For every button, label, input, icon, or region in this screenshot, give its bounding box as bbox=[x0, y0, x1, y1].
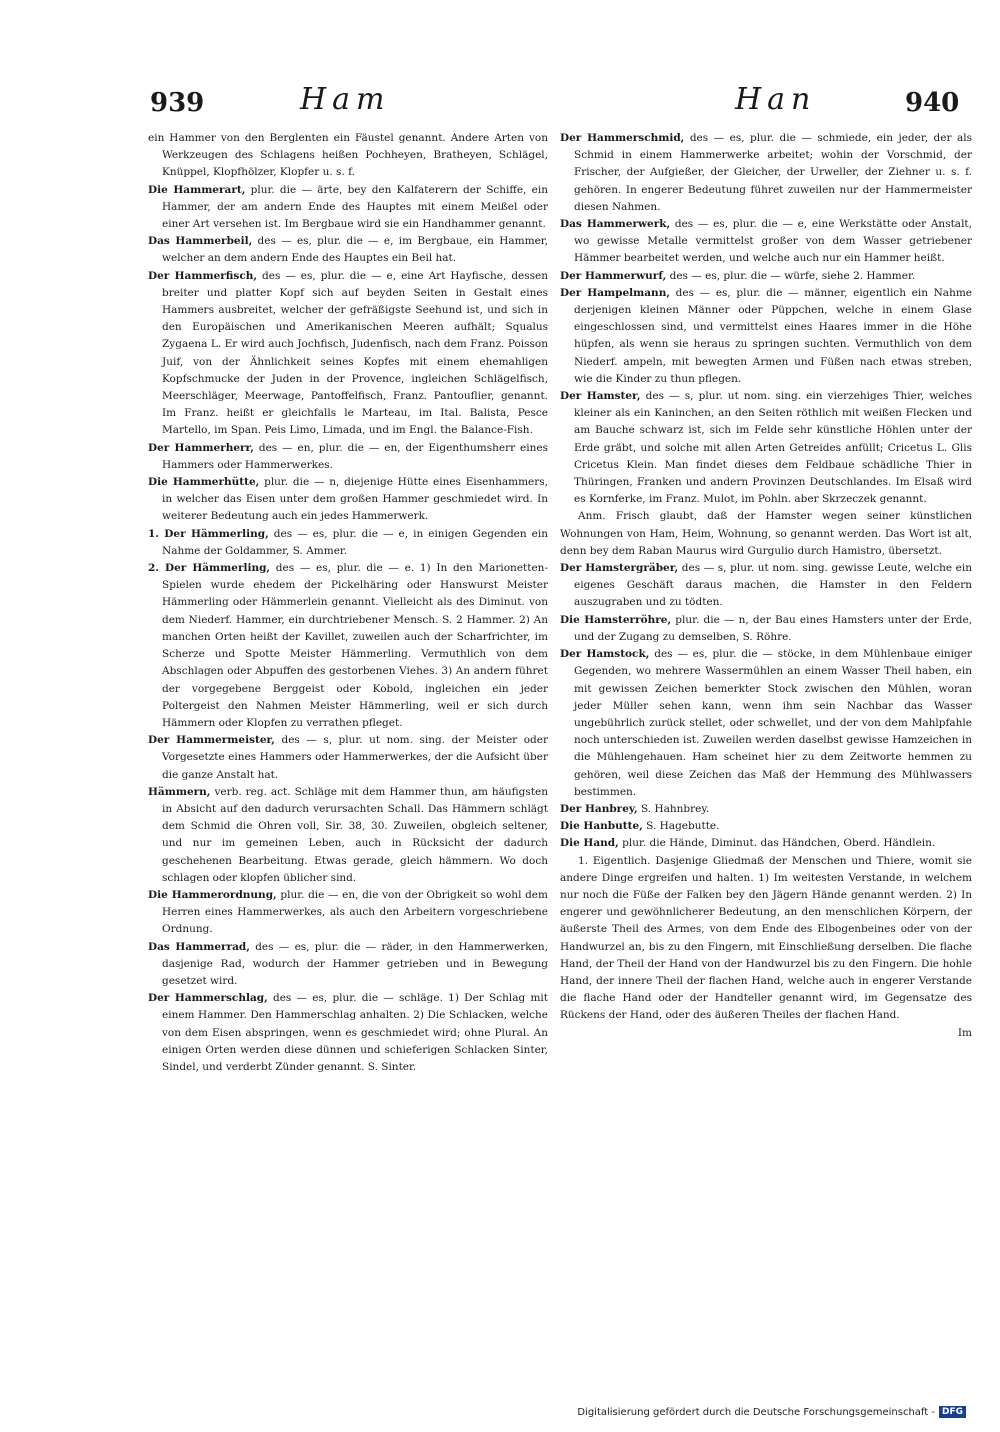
dictionary-entry bbox=[560, 818, 972, 835]
page-number-right: 940 bbox=[905, 88, 960, 118]
dictionary-entry bbox=[148, 182, 548, 234]
entry-headword: Der Hammerwurf, bbox=[560, 269, 667, 282]
entry-text: des — es, plur. die — männer, eigentlich ein Nahme derjenigen kleinen Männer oder Püppchen, welche in einem Glase eingeschlossen sind, und vermittelst eines Haares immer in die Höhe hüpfen, als wenn sie heraus zu springen suchten. Vermuthlich von dem Niederf. ampeln, mit bewegten Armen und Füßen nach etwas streben, wie die Kinder zu thun pflegen. bbox=[574, 286, 973, 385]
entry-headword: Die Hammerart, bbox=[148, 183, 246, 196]
dictionary-entry bbox=[148, 474, 548, 526]
entry-headword: Die Hand, bbox=[560, 837, 619, 850]
dictionary-entry bbox=[560, 388, 972, 508]
entry-text: verb. reg. act. Schläge mit dem Hammer thun, am häufigsten in Absicht auf den dadurch verursachten Schall. Das Hämmern schlägt dem Schmid die Ohren voll, Sir. 38, 30. Zuweilen, obgleich seltener, und nur im gemeinen Leben, auch in Rücksicht der dadurch geschehenen Bearbeitung. Etwas gerade, gleich hämmern. Wo doch schlagen oder klopfen üblicher sind. bbox=[162, 785, 548, 884]
entry-text: des — es, plur. die — e, eine Werkstätte oder Anstalt, wo gewisse Metalle vermittelst großer von dem Wasser getriebener Hämmer bearbeitet werden, und welche auch nur ein Hammer heißt. bbox=[574, 218, 972, 265]
entry-text: des — es, plur. die — stöcke, in dem Mühlenbaue einiger Gegenden, wo mehrere Wassermühlen an einem Wasser Theil haben, ein mit gewissen Zeichen bemerkter Stock zwischen den Mühlen, woran jeder Müller sehen kann, wenn ihm sein Nachbar das Wasser ungebührlich zurück stellet, oder schwellet, und der von dem Mahlpfahle noch unterschieden ist. Zuweilen werden daselbst gewisse Hamzeichen in die Mühlengehauen. Ham scheinet hier zu dem Zeitworte hemmen zu gehören, weil diese Zeichen das Maß der Hemmung des Mühlwassers bestimmen. bbox=[574, 648, 972, 798]
entry-headword: Der Hamster, bbox=[560, 390, 641, 403]
dfg-logo: DFG bbox=[939, 1406, 966, 1418]
entry-headword: 2. Der Hämmerling, bbox=[148, 562, 271, 575]
entry-text: des — s, plur. ut nom. sing. gewisse Leute, welche ein eigenes Geschäft daraus machen, die Hamster in den Feldern auszugraben und zu tödten. bbox=[574, 562, 973, 609]
entry-text: plur. die — en, die von der Obrigkeit so wohl dem Herren eines Hammerwerkes, als auch den Arbeitern vorgeschriebene Ordnung. bbox=[162, 888, 548, 936]
running-head-left: Ham bbox=[300, 82, 391, 117]
entry-text: des — es, plur. die — e, eine Art Hayfische, dessen breiter und platter Kopf sich auf beyden Seiten in Gestalt eines Hammers ausbreitet, welcher der gefräßigste Seehund ist, und sich in den Europäischen und Amerikanischen Meeren aufhält; Squalus Zygaena L. Er wird auch Jochfisch, Judenfisch, nach dem Franz. Poisson Juif, von der Ähnlichkeit seines Kopfes mit einem ehemahligen Kopfschmucke der Juden in der Provence, ingleichen Schlägelfisch, Meerschläger, Meerwage, Pantoffelfisch, Franz. Pantouflier, genannt. Im Franz. heißt er gleichfalls le Marteau, im Ital. Balista, Pesce Martello, im Span. Peis Limo, Limada, und im Engl. the Balance-Fish. bbox=[162, 269, 549, 437]
entry-text: des — s, plur. ut nom. sing. der Meister oder Vorgesetzte eines Hammers oder Hammerwerkes, der die Aufsicht über die ganze Anstalt hat. bbox=[162, 734, 548, 781]
right-column bbox=[560, 130, 972, 1042]
dictionary-entry bbox=[148, 526, 548, 560]
footer-credit: Digitalisierung gefördert durch die Deutsche Forschungsgemeinschaft - bbox=[577, 1406, 935, 1418]
entry-text: 1. Eigentlich. Dasjenige Gliedmaß der Menschen und Thiere, womit sie andere Dinge ergreifen und halten. 1) Im weitesten Verstande, in welchem nur noch die Füße der Falken bey den Jägern Hände genannt werden. 2) In engerer und gewöhnlicherer Bedeutung, an den menschlichen Körpern, der äußerste Theil des Armes, von dem Ende des Elbogenbeines oder von der Handwurzel an, bis zu den Fingern, mit Einschließung derselben. Die flache Hand, der Theil der Hand von der Handwurzel bis zu den Fingern. Die hohle Hand, der innere Theil der flachen Hand, welche auch in engerer Verstande die flache Hand oder der Handteller genannt wird, im Gegensatze des Rückens der Hand, oder des äußeren Theiles der flachen Hand. bbox=[560, 854, 972, 1022]
entry-headword: Der Hamstock, bbox=[560, 648, 650, 661]
entry-headword: Das Hammerwerk, bbox=[560, 218, 671, 231]
dictionary-entry bbox=[560, 560, 972, 612]
dictionary-entry bbox=[560, 646, 972, 801]
entry-headword: Der Hammermeister, bbox=[148, 734, 275, 747]
entry-text: des — s, plur. ut nom. sing. ein vierzehiges Thier, welches kleiner als ein Kaninchen, an den Seiten röthlich mit weißen Flecken und am Bauche schwarz ist, sich im Felde sehr künstliche Höhlen unter der Erde gräbt, und solche mit allen Arten Getreides anfüllt; Cricetus L. Glis Cricetus Klein. Man findet dieses dem Feldbaue schädliche Thier in Thüringen, Franken und andern Provinzen Deutschlandes. Im Elsaß wird es Kornferke, im Franz. Mulot, im Pohln. aber Skrzeczek genannt. bbox=[574, 390, 972, 506]
entry-text: plur. die — ärte, bey den Kalfaterern der Schiffe, ein Hammer, der am andern Ende des Hauptes mit einem Meißel oder einer Art versehen ist. Im Bergbaue wird sie ein Handhammer genannt. bbox=[162, 183, 548, 231]
entry-text: des — es, plur. die — würfe, siehe 2. Hammer. bbox=[669, 269, 916, 282]
dictionary-entry bbox=[148, 440, 548, 474]
entry-text: des — en, plur. die — en, der Eigenthumsherr eines Hammers oder Hammerwerkes. bbox=[162, 441, 548, 471]
dictionary-entry bbox=[148, 268, 548, 440]
dictionary-entry bbox=[560, 801, 972, 818]
entry-text: plur. die Hände, Diminut. das Händchen, Oberd. Händlein. bbox=[622, 837, 936, 850]
entry-headword: Der Hammerschlag, bbox=[148, 992, 268, 1005]
entry-headword: Das Hammerrad, bbox=[148, 940, 250, 953]
entry-headword: Die Hammerordnung, bbox=[148, 888, 277, 901]
entry-headword: Die Hanbutte, bbox=[560, 820, 643, 833]
dictionary-entry bbox=[148, 784, 548, 887]
entry-headword: Das Hammerbeil, bbox=[148, 235, 253, 248]
dictionary-entry bbox=[148, 887, 548, 939]
entry-headword: Die Hamsterröhre, bbox=[560, 613, 672, 626]
entry-text: plur. die — n, der Bau eines Hamsters unter der Erde, und der Zugang zu demselben, S. Röhre. bbox=[574, 613, 972, 643]
entry-text: des — es, plur. die — e. 1) In den Marionetten-Spielen wurde ehedem der Pickelhäring oder Hanswurst Meister Hämmerling oder Hämmerlein genannt. Vielleicht als des Diminut. von dem Niederf. Hammer, ein durchtriebener Mensch. S. 2 Hammer. 2) An manchen Orten heißt der Kavillet, zuweilen auch der Scharfrichter, im Scherze und Spotte Meister Hämmerling. Vermuthlich von dem Abschlagen oder Abpuffen des gestorbenen Viehes. 3) An andern führet der vorgegebene Berggeist oder Kobold, ingleichen ein jeder Poltergeist den Nahmen Meister Hämmerling, weil er sich durch Hämmern oder Klopfen zu verrathen pfleget. bbox=[162, 562, 548, 729]
entry-headword: 1. Der Hämmerling, bbox=[148, 527, 269, 540]
dictionary-entry bbox=[560, 612, 972, 646]
dictionary-entry bbox=[148, 233, 548, 267]
entry-headword: Der Hamstergräber, bbox=[560, 562, 679, 575]
entry-headword: Der Hammerschmid, bbox=[560, 132, 685, 144]
footer bbox=[577, 1406, 966, 1418]
dictionary-entry bbox=[560, 835, 972, 852]
dictionary-entry bbox=[560, 130, 972, 216]
dictionary-entry bbox=[560, 853, 972, 1025]
entry-headword: Der Hammerherr, bbox=[148, 441, 254, 454]
left-column bbox=[148, 130, 548, 1076]
dictionary-entry bbox=[148, 130, 548, 182]
entry-headword: Der Hanbrey, bbox=[560, 802, 638, 815]
entry-headword: Die Hammerhütte, bbox=[148, 476, 260, 489]
dictionary-entry bbox=[148, 560, 548, 732]
entry-headword: Der Hampelmann, bbox=[560, 286, 670, 299]
dictionary-entry bbox=[560, 216, 972, 268]
entry-headword: Hämmern, bbox=[148, 785, 211, 798]
running-head-right: Han bbox=[735, 82, 817, 117]
entry-text: des — es, plur. die — e, im Bergbaue, ein Hammer, welcher an dem andern Ende des Hauptes ein Beil hat. bbox=[162, 235, 548, 265]
entry-text: S. Hahnbrey. bbox=[640, 802, 710, 815]
entry-text: Anm. Frisch glaubt, daß der Hamster wegen seiner künstlichen Wohnungen von Ham, Heim, Wohnung, so genannt werden. Das Wort ist alt, denn bey dem Raban Maurus wird Gurgulio durch Hamistro, übersetzt. bbox=[560, 510, 972, 557]
entry-text: Im bbox=[957, 1026, 972, 1039]
entry-text: des — es, plur. die — räder, in den Hammerwerken, dasjenige Rad, wodurch der Hammer getrieben und in Bewegung gesetzet wird. bbox=[162, 940, 548, 987]
dictionary-entry bbox=[560, 268, 972, 285]
entry-text: des — es, plur. die — schläge. 1) Der Schlag mit einem Hammer. Den Hammerschlag anhalten. 2) Die Schlacken, welche von dem Eisen abspringen, wenn es geschmiedet wird; ohne Plural. An einigen Orten werden diese dünnen und schieferigen Schlacken Sinter, Sindel, und verderbt Zünder genannt. S. Sinter. bbox=[162, 992, 548, 1073]
dictionary-entry bbox=[148, 939, 548, 991]
dictionary-entry bbox=[560, 508, 972, 560]
entry-text: ein Hammer von den Berglenten ein Fäustel genannt. Andere Arten von Werkzeugen des Schlagens heißen Pochheyen, Bratheyen, Schlägel, Knüppel, Klopfhölzer, Klopfer u. s. f. bbox=[148, 132, 548, 179]
dictionary-entry bbox=[148, 732, 548, 784]
entry-text: des — es, plur. die — e, in einigen Gegenden ein Nahme der Goldammer, S. Ammer. bbox=[162, 527, 549, 557]
entry-headword: Der Hammerfisch, bbox=[148, 269, 258, 282]
page-number-left: 939 bbox=[150, 88, 205, 118]
dictionary-entry bbox=[560, 285, 972, 388]
entry-text: S. Hagebutte. bbox=[646, 820, 720, 833]
dictionary-entry bbox=[148, 990, 548, 1076]
entry-text: des — es, plur. die — schmiede, ein jeder, der als Schmid in einem Hammerwerke arbeitet; wohin der Vorschmid, der Frischer, der Aufgießer, der Gleicher, der Urweller, der Ziehner u. s. f. gehören. In engerer Bedeutung führet zuweilen nur der Hammermeister diesen Nahmen. bbox=[574, 132, 972, 213]
dictionary-entry bbox=[560, 1025, 972, 1042]
entry-text: plur. die — n, diejenige Hütte eines Eisenhammers, in welcher das Eisen unter dem großen Hammer geschmiedet wird. In weiterer Bedeutung auch ein jedes Hammerwerk. bbox=[162, 476, 548, 523]
